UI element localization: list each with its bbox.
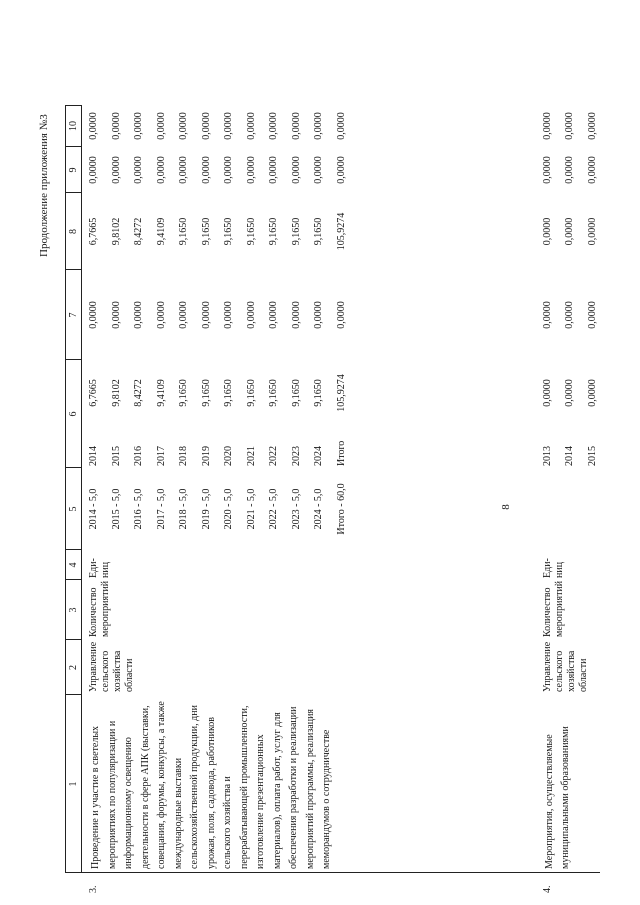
total: 105,9274 [335, 374, 347, 412]
col10: 0,0000 [88, 112, 99, 140]
col8: 9,8102 [110, 217, 122, 246]
year: Итого [335, 440, 347, 466]
year: 2015 [586, 446, 598, 466]
executor: Управление сельского хозяйства области [541, 641, 589, 692]
year: 2015 [110, 446, 122, 466]
column-header: 8 [68, 229, 79, 234]
col8: 9,1650 [223, 217, 234, 246]
target-value: 2018 - 5,0 [178, 488, 189, 530]
column-header: 9 [68, 167, 79, 173]
col8: 9,1650 [245, 217, 257, 246]
year: 2019 [200, 446, 212, 466]
total: 9,8102 [110, 379, 122, 407]
col8: 0,0000 [586, 217, 598, 246]
activity-name: Мероприятия, осуществляемые муниципальными образованиями [543, 726, 571, 869]
col9: 0,0000 [268, 156, 279, 184]
col7: 0,0000 [88, 301, 99, 329]
col7: 0,0000 [335, 301, 347, 329]
target-value: 2021 - 5,0 [245, 488, 257, 530]
col10: 0,0000 [335, 112, 347, 140]
col10: 0,0000 [290, 112, 302, 140]
col10: 0,0000 [245, 112, 257, 140]
col10: 0,0000 [223, 112, 234, 140]
activity-name: Проведение и участие в светелых мероприятиях по популяризации и информационному освещению деятельности в сфере АПК (выставки, совещания, форумы, конкурсы, а также международные выставки сельскохозяйственной продукции, дни урожая, поля, садовода, работников сельского хозяйства и перерабатывающей промышленности, изготовление презентационных материалов), оплата работ, услуг для обеспечения разработки и реализации мероприятий программы, реализация меморандумов о сотрудничестве [90, 701, 332, 869]
year: 2014 [564, 446, 575, 466]
unit: Еди-ниц [88, 558, 111, 578]
col10: 0,0000 [178, 112, 189, 140]
target-value: 2019 - 5,0 [200, 488, 212, 530]
total: 9,1650 [268, 379, 279, 407]
total: 8,4272 [133, 379, 144, 407]
col7: 0,0000 [245, 301, 257, 329]
col9: 0,0000 [223, 156, 234, 184]
col8: 0,0000 [541, 217, 553, 246]
col7: 0,0000 [290, 301, 302, 329]
table-left-border [65, 872, 600, 873]
col7: 0,0000 [268, 301, 279, 329]
unit: Еди-ниц [541, 558, 565, 578]
year: 2016 [133, 446, 144, 466]
row-index: 3. [88, 885, 99, 893]
col9: 0,0000 [541, 156, 553, 184]
target-value: 2024 - 5,0 [313, 488, 324, 530]
year: 2022 [268, 446, 279, 466]
indicator: Количество мероприятий [88, 580, 111, 637]
indicator: Количество мероприятий [541, 580, 565, 637]
col10: 0,0000 [155, 112, 167, 140]
col9: 0,0000 [290, 156, 302, 184]
col10: 0,0000 [200, 112, 212, 140]
row-index: 4. [541, 885, 553, 893]
col7: 0,0000 [223, 301, 234, 329]
col7: 0,0000 [586, 301, 598, 329]
col10: 0,0000 [313, 112, 324, 140]
column-header: 5 [68, 506, 79, 512]
total: 9,1650 [313, 379, 324, 407]
col7: 0,0000 [133, 301, 144, 329]
col7: 0,0000 [200, 301, 212, 329]
col7: 0,0000 [313, 301, 324, 329]
col8: 6,7665 [88, 217, 99, 246]
target-value: 2020 - 5,0 [223, 488, 234, 530]
total: 9,1650 [245, 379, 257, 407]
target-value: 2015 - 5,0 [110, 488, 122, 530]
year: 2013 [541, 446, 553, 466]
col10: 0,0000 [564, 112, 575, 140]
year: 2020 [223, 446, 234, 466]
col9: 0,0000 [586, 156, 598, 184]
executor: Управление сельского хозяйства области [88, 641, 135, 692]
col9: 0,0000 [110, 156, 122, 184]
column-header: 6 [68, 411, 79, 417]
target-value: 2016 - 5,0 [133, 488, 144, 530]
col8: 9,1650 [268, 217, 279, 246]
col7: 0,0000 [564, 301, 575, 329]
year: 2021 [245, 446, 257, 466]
col9: 0,0000 [155, 156, 167, 184]
total: 0,0000 [541, 379, 553, 407]
total: 9,1650 [200, 379, 212, 407]
col8: 8,4272 [133, 217, 144, 246]
col10: 0,0000 [268, 112, 279, 140]
col10: 0,0000 [133, 112, 144, 140]
col9: 0,0000 [313, 156, 324, 184]
col7: 0,0000 [155, 301, 167, 329]
col8: 9,1650 [200, 217, 212, 246]
column-header: 3 [68, 607, 79, 613]
total: 9,1650 [178, 379, 189, 407]
year: 2017 [155, 446, 167, 466]
col10: 0,0000 [586, 112, 598, 140]
total: 9,1650 [223, 379, 234, 407]
column-header: 10 [68, 121, 79, 131]
col8: 105,9274 [335, 212, 347, 251]
col10: 0,0000 [110, 112, 122, 140]
page-number: 8 [500, 504, 512, 510]
target-value: 2017 - 5,0 [155, 488, 167, 530]
year: 2014 [88, 446, 99, 466]
col8: 9,1650 [313, 217, 324, 246]
total: 9,1650 [290, 379, 302, 407]
col8: 9,4109 [155, 217, 167, 246]
column-header: 4 [68, 562, 79, 568]
col9: 0,0000 [564, 156, 575, 184]
target-value: 2023 - 5,0 [290, 488, 302, 530]
target-value: Итого - 60,0 [335, 483, 347, 535]
col8: 9,1650 [178, 217, 189, 246]
column-header: 2 [68, 665, 79, 670]
column-header: 1 [68, 781, 79, 787]
col8: 9,1650 [290, 217, 302, 246]
col10: 0,0000 [541, 112, 553, 140]
continuation-label: Продолжение приложения №3 [38, 114, 50, 257]
target-value: 2022 - 5,0 [268, 488, 279, 530]
col9: 0,0000 [178, 156, 189, 184]
column-header: 7 [68, 312, 79, 318]
col9: 0,0000 [133, 156, 144, 184]
total: 9,4109 [155, 379, 167, 407]
year: 2024 [313, 446, 324, 466]
col7: 0,0000 [110, 301, 122, 329]
col9: 0,0000 [88, 156, 99, 184]
year: 2023 [290, 446, 302, 466]
total: 6,7665 [88, 379, 99, 407]
col7: 0,0000 [541, 301, 553, 329]
total: 0,0000 [586, 379, 598, 407]
year: 2018 [178, 446, 189, 466]
col9: 0,0000 [245, 156, 257, 184]
col9: 0,0000 [335, 156, 347, 184]
col8: 0,0000 [564, 217, 575, 246]
col7: 0,0000 [178, 301, 189, 329]
col9: 0,0000 [200, 156, 212, 184]
target-value: 2014 - 5,0 [88, 488, 99, 530]
total: 0,0000 [564, 379, 575, 407]
